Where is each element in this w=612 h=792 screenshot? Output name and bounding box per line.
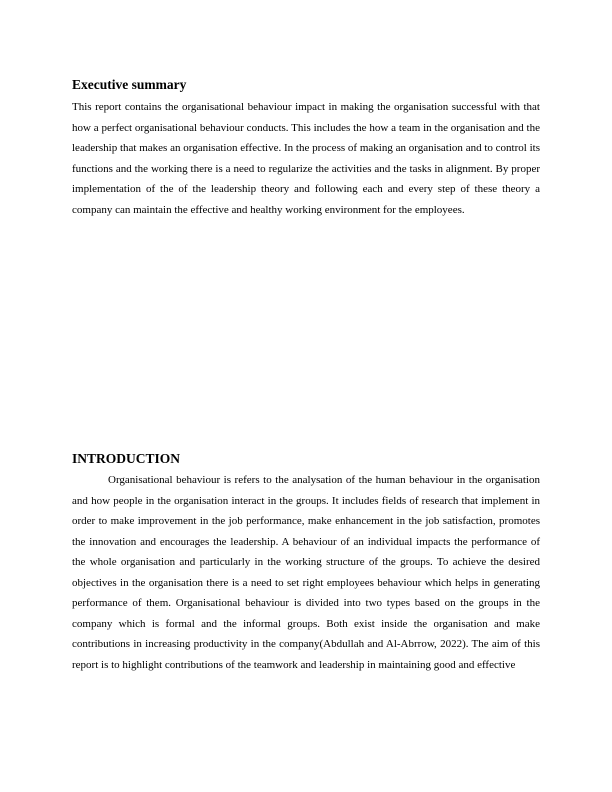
introduction-paragraph: Organisational behaviour is refers to the analysation of the human behaviour in the organisation and how people in the organisation interact in the groups. It includes fields of research that implement in order to make improvement in the job performance, make enhancement in the job satisfaction, promotes the innovation and encourages the leadership. A behaviour of an individual impacts the performance of the whole organisation and particularly in the working structure of the groups. To achieve the desired objectives in the organisation there is a need to set right employees behaviour which helps in generating performance of them. Organisational behaviour is divided into two types based on the groups in the company which is formal and the informal groups. Both exist inside the organisation and make contributions in increasing productivity in the company(Abdullah and Al-Abrrow, 2022). The aim of this report is to highlight contributions of the teamwork and leadership in maintaining good and effective [72,474,540,671]
introduction-section [72,450,540,675]
executive-summary-section [72,76,540,220]
executive-summary-paragraph: This report contains the organisational behaviour impact in making the organisation successful with that how a perfect organisational behaviour conducts. This includes the how a team in the organisation and the leadership that makes an organisation effective. In the process of making an organisation and to control its functions and the working there is a need to regularize the activities and the tasks in alignment. By proper implementation of the of the leadership theory and following each and every step of these theory a company can maintain the effective and healthy working environment for the employees. [72,101,540,216]
executive-summary-heading: Executive summary [72,77,187,92]
introduction-heading: INTRODUCTION [72,451,181,466]
